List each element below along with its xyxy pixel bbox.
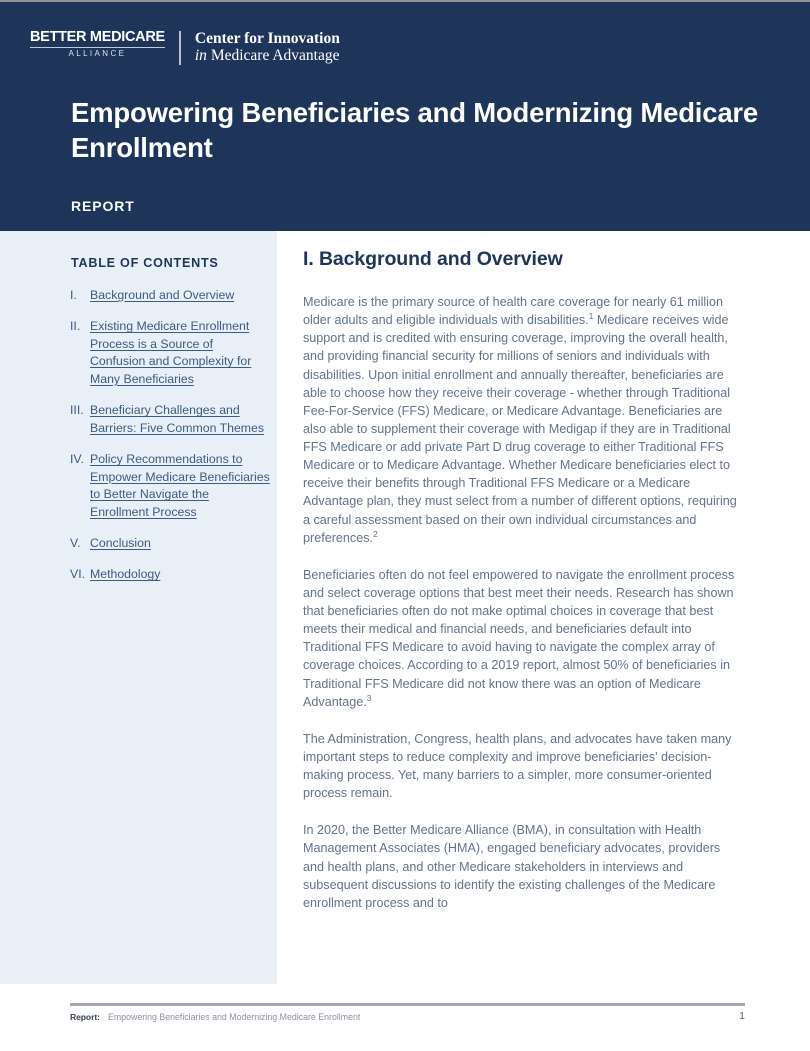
body-copy bbox=[303, 293, 743, 912]
logo-center-line-1: Center for Innovation bbox=[194, 30, 340, 47]
toc-numeral: I. bbox=[70, 288, 77, 302]
logo-brand-secondary: ALLIANCE bbox=[68, 49, 127, 59]
organization-logo bbox=[30, 30, 340, 65]
toc-link-label[interactable]: Conclusion bbox=[90, 535, 151, 550]
paragraph-3 bbox=[303, 730, 743, 803]
paragraph-2 bbox=[303, 566, 743, 711]
paragraph-1 bbox=[303, 293, 743, 547]
paragraph-4 bbox=[303, 821, 743, 912]
section-heading: I. Background and Overview bbox=[303, 248, 563, 270]
sidebar-item-methodology[interactable] bbox=[70, 566, 270, 583]
logo-center-line-2-rest: Medicare Advantage bbox=[210, 47, 340, 65]
toc-numeral: III. bbox=[70, 403, 84, 418]
logo-underline-rule bbox=[30, 47, 165, 48]
footnote-marker-1[interactable]: 1 bbox=[588, 310, 594, 321]
paragraph-2-text: Beneficiaries often do not feel empowered to navigate the enrollment process and select coverage options that best meet their needs. Research has shown that beneficiaries often do not make optimal choices in coverage that best meets their medical and financial needs, and beneficiaries default into Traditional FFS Medicare to avoid having to navigate the complex array of coverage choices. According to a 2019 report, almost 50% of beneficiaries in Traditional FFS Medicare did not know there was an option of Medicare Advantage. bbox=[303, 567, 735, 709]
table-of-contents-title: TABLE OF CONTENTS bbox=[71, 256, 219, 270]
sidebar bbox=[0, 231, 277, 984]
toc-numeral: V. bbox=[70, 535, 81, 550]
sidebar-item-beneficiary-challenges-and-barriers[interactable] bbox=[70, 402, 270, 437]
sidebar-item-conclusion[interactable] bbox=[70, 535, 270, 552]
paragraph-4-text: In 2020, the Better Medicare Alliance (BMA), in consultation with Health Management Associates (HMA), engaged beneficiary advocates, providers and health plans, and other Medicare stakeholders in interviews and subsequent discussions to identify the existing challenges of the Medicare enrollment process and to bbox=[303, 823, 721, 910]
paragraph-1-text-after: Medicare receives wide support and is credited with ensuring coverage, improving the overall health, and providing financial security for millions of seniors and individuals with disabilities. Upon initial enrollment and annually thereafter, beneficiaries are able to choose how they receive their coverage - whether through Traditional Fee-For-Service (FFS) Medicare, or Medicare Advantage. Beneficiaries are also able to supplement their coverage with Medigap if they are in Traditional FFS Medicare or add private Part D drug coverage to either Traditional FFS Medicare or to Medicare Advantage. Whether Medicare beneficiaries elect to receive their benefits through Traditional FFS Medicare or a Medicare Advantage plan, they must select from a number of different options, requiring a careful assessment based on their own individual circumstances and preferences. bbox=[303, 313, 737, 545]
logo-brand-primary: BETTER MEDICARE bbox=[30, 29, 165, 45]
toc-link-label[interactable]: Background and Overview bbox=[90, 288, 235, 302]
toc-numeral: IV. bbox=[70, 452, 84, 467]
document-type-kicker: REPORT bbox=[71, 198, 135, 214]
footer-divider bbox=[70, 1003, 745, 1006]
sidebar-item-background-and-overview[interactable] bbox=[70, 287, 270, 304]
page-title: Empowering Beneficiaries and Modernizing Medicare Enrollment bbox=[71, 97, 759, 164]
hero-header bbox=[0, 2, 810, 231]
logo-center-for-innovation bbox=[181, 30, 340, 65]
footer-title-text: Empowering Beneficiaries and Modernizing Medicare Enrollment bbox=[108, 1012, 361, 1022]
footnote-marker-2[interactable]: 2 bbox=[373, 528, 378, 539]
sidebar-item-existing-medicare-enrollment-process[interactable] bbox=[70, 318, 270, 388]
footer-label: Report: bbox=[70, 1012, 100, 1022]
toc-numeral: II. bbox=[70, 319, 81, 334]
logo-center-italic-in: in bbox=[194, 47, 207, 65]
logo-center-line-2 bbox=[195, 47, 340, 64]
toc-link-label[interactable]: Beneficiary Challenges and Barriers: Five Common Themes bbox=[90, 403, 265, 435]
toc-link-label[interactable]: Existing Medicare Enrollment Process is a Source of Confusion and Complexity for Many Beneficiaries bbox=[90, 319, 252, 386]
toc-link-label[interactable]: Policy Recommendations to Empower Medicare Beneficiaries to Better Navigate the Enrollment Process bbox=[90, 452, 270, 519]
toc-numeral: VI. bbox=[70, 567, 86, 582]
sidebar-item-policy-recommendations[interactable] bbox=[70, 451, 270, 521]
paragraph-3-text: The Administration, Congress, health plans, and advocates have taken many important steps to reduce complexity and improve beneficiaries' decision-making process. Yet, many barriers to a simpler, more consumer-oriented process remain. bbox=[303, 731, 732, 801]
main-content bbox=[277, 231, 810, 984]
table-of-contents-list bbox=[70, 287, 270, 598]
page-number: 1 bbox=[739, 1010, 745, 1022]
logo-better-medicare-alliance bbox=[30, 30, 179, 58]
paragraph-1-text: Medicare is the primary source of health care coverage for nearly 61 million older adults and eligible individuals with disabilities. bbox=[303, 295, 723, 328]
toc-link-label[interactable]: Methodology bbox=[90, 567, 161, 582]
footnote-marker-3[interactable]: 3 bbox=[366, 692, 372, 703]
